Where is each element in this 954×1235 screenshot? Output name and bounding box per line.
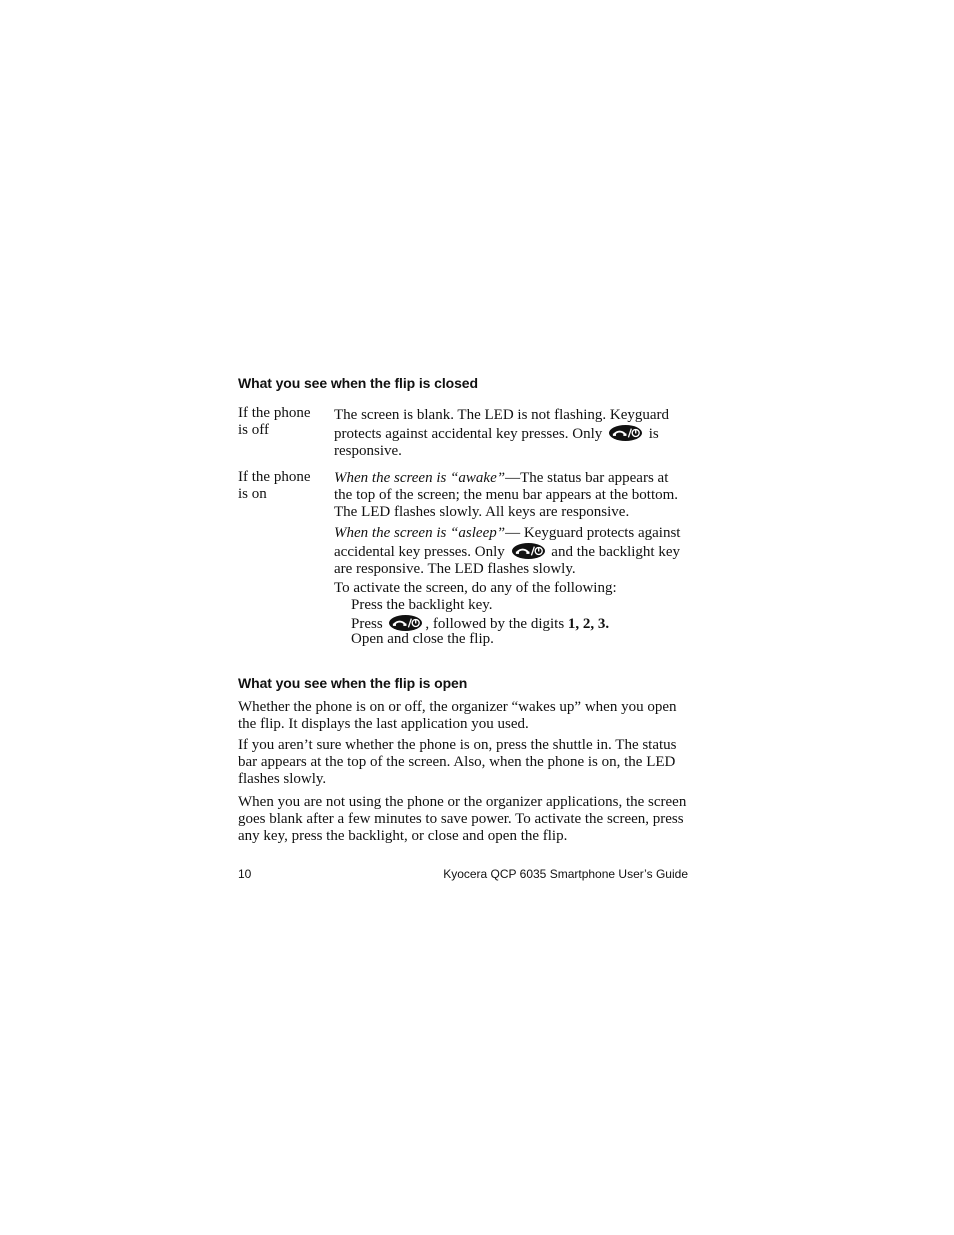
awake-paragraph	[334, 470, 690, 522]
page-number: 10	[238, 867, 252, 881]
row-text-phone-off	[334, 407, 690, 461]
row-label-phone-on: If the phone is on	[238, 469, 311, 503]
awake-text: —The status bar appears at the top of the screen; the menu bar appears at the bottom. The LED flashes slowly. All keys are responsive.	[334, 470, 679, 521]
row-label-phone-off: If the phone is off	[238, 405, 311, 439]
open-paragraph-3: When you are not using the phone or the organizer applications, the screen goes blank after a few minutes to save power. To activate the screen, press any key, press the backlight, or close and open the flip.	[238, 794, 687, 845]
end-power-key-icon	[388, 614, 423, 632]
option-2-digits: 1, 2, 3.	[567, 616, 610, 632]
guide-title: Kyocera QCP 6035 Smartphone User’s Guide	[443, 867, 688, 881]
section-heading-flip-open: What you see when the flip is open	[238, 675, 468, 691]
activate-intro: To activate the screen, do any of the following:	[334, 580, 617, 596]
end-power-key-icon	[511, 542, 546, 560]
awake-lead: When the screen is “awake”	[334, 470, 506, 486]
phone-off-text-b: is responsive.	[334, 426, 659, 460]
section-heading-flip-closed: What you see when the flip is closed	[238, 375, 478, 391]
activate-option-flip: Open and close the flip.	[351, 631, 494, 647]
end-power-key-icon	[608, 424, 643, 442]
asleep-lead: When the screen is “asleep”	[334, 525, 506, 541]
asleep-paragraph	[334, 525, 690, 579]
activate-option-backlight: Press the backlight key.	[351, 597, 493, 613]
open-paragraph-2: If you aren’t sure whether the phone is on, press the shuttle in. The status bar appears at the top of the screen. Also, when the phone is on, the LED flashes slowly.	[238, 737, 677, 788]
asleep-text-b: and the backlight key are responsive. The LED flashes slowly.	[334, 544, 680, 578]
option-2-b: , followed by the digits	[425, 616, 565, 632]
phone-off-text-a: The screen is blank. The LED is not flashing. Keyguard protects against accidental key presses. Only	[334, 407, 670, 443]
asleep-text-a: — Keyguard protects against accidental key presses. Only	[334, 525, 681, 561]
open-paragraph-1: Whether the phone is on or off, the organizer “wakes up” when you open the flip. It displays the last application you used.	[238, 699, 677, 733]
option-2-a: Press	[351, 616, 383, 632]
